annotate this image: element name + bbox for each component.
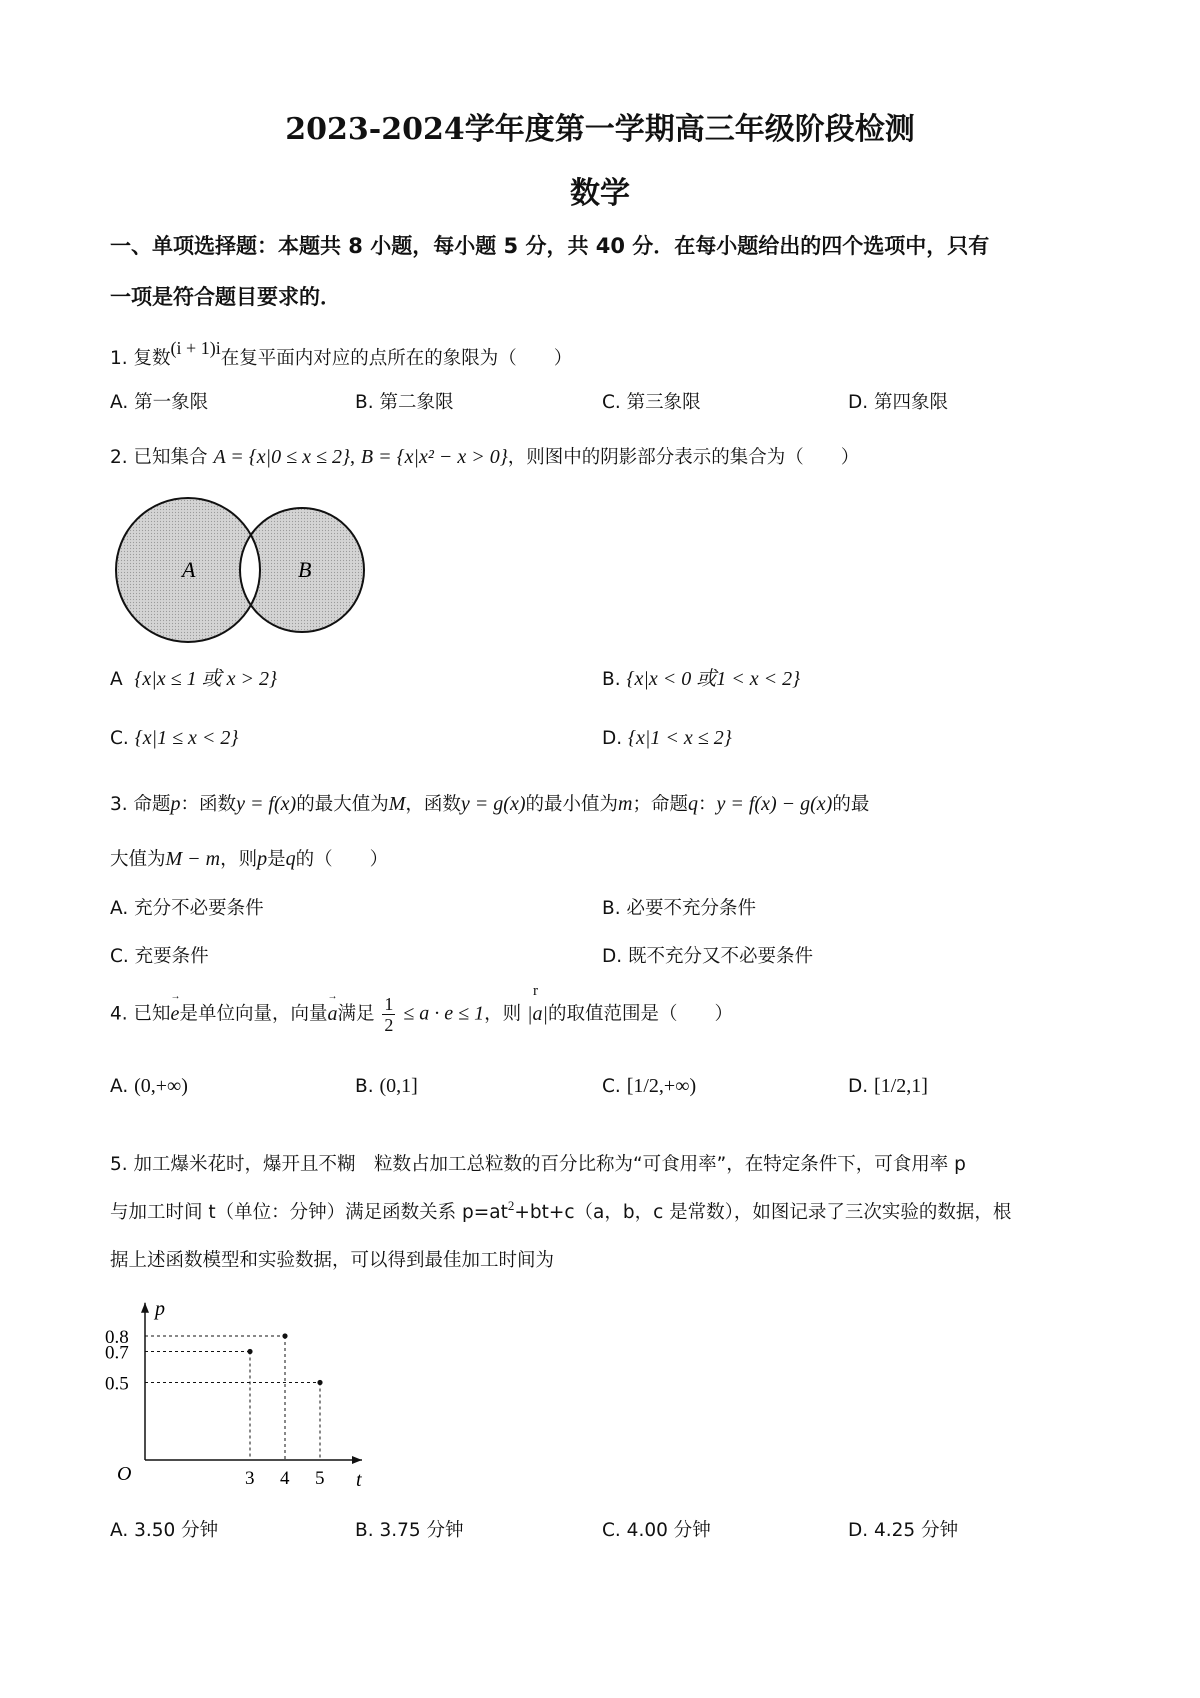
q4-option-b: B. (0,1]: [355, 1075, 418, 1097]
q2-set-a: A = {x|0 ≤ x ≤ 2}: [213, 446, 350, 468]
origin-label: O: [117, 1463, 132, 1485]
q2-text: ，则图中的阴影部分表示的集合为（ ）: [507, 447, 860, 468]
q4-option-a: A. (0,+∞): [110, 1075, 188, 1097]
q4-option-d: D. [1/2,1]: [848, 1075, 928, 1097]
q2-set-b: B = {x|x² − x > 0}: [360, 446, 508, 468]
question-1: [110, 338, 572, 370]
q3-option-d: D. 既不充分又不必要条件: [602, 946, 814, 967]
vector-e: → e: [171, 1003, 180, 1026]
x-tick-label: 3: [245, 1468, 255, 1489]
q4-inequality: ≤ a · e ≤ 1: [403, 1002, 485, 1025]
x-tick-label: 5: [315, 1468, 325, 1489]
data-point: [247, 1349, 252, 1354]
q5-option-b: B. 3.75 分钟: [355, 1520, 464, 1541]
q1-expression: (i + 1)i: [170, 338, 221, 358]
venn-label-b: B: [298, 557, 312, 582]
q3-option-a: A. 充分不必要条件: [110, 898, 264, 919]
venn-label-a: A: [182, 557, 196, 582]
venn-diagram: [105, 496, 385, 646]
q1-option-a: A. 第一象限: [110, 392, 209, 413]
fraction-half: $\frac{1}{2}$: [384, 994, 394, 1035]
y-axis-arrow: [141, 1303, 149, 1313]
q5-option-d: D. 4.25 分钟: [848, 1520, 959, 1541]
x-tick-label: 4: [280, 1468, 290, 1489]
q1-option-b: B. 第二象限: [355, 392, 454, 413]
question-5-line3: 据上述函数模型和实验数据，可以得到最佳加工时间为: [110, 1250, 555, 1271]
x-axis-label: t: [356, 1469, 362, 1490]
x-axis-arrow: [352, 1456, 362, 1464]
q4-magnitude: |a|: [527, 1002, 548, 1025]
y-tick-label: 0.8: [105, 1327, 129, 1348]
question-5-line1: 5. 加工爆米花时，爆开且不糊 粒数占加工总粒数的百分比称为“可食用率”，在特定条件下，可食用率 p: [110, 1154, 966, 1175]
q1-option-c: C. 第三象限: [602, 392, 701, 413]
question-4: 4. 已知→ e是单位向量，向量→ a满足 $\frac{1}{2}$ ≤ a · e ≤ 1，则 r |a|的取值范围是（ ）: [110, 994, 733, 1035]
q1-text: 在复平面内对应的点所在的象限为（ ）: [220, 348, 573, 369]
section-heading-line1: 一、单项选择题：本题共 8 小题，每小题 5 分，共 40 分．在每小题给出的四个选项中，只有: [110, 234, 990, 258]
q5-chart: [100, 1290, 390, 1490]
q3-option-b: B. 必要不充分条件: [602, 898, 756, 919]
question-2: 2. 已知集合 A = {x|0 ≤ x ≤ 2}, B = {x|x² − x > 0}，则图中的阴影部分表示的集合为（ ）: [110, 446, 860, 468]
question-3-line1: 3. 命题p：函数y = f(x)的最大值为M，函数y = g(x)的最小值为m；命题q：y = f(x) − g(x)的最: [110, 793, 870, 815]
y-tick-label: 0.7: [105, 1342, 129, 1364]
q2-option-d: D. {x|1 < x ≤ 2}: [602, 727, 732, 749]
data-point: [317, 1380, 322, 1385]
q3-option-c: C. 充要条件: [110, 946, 209, 967]
vector-a: → a: [327, 1003, 337, 1026]
q4-option-c: C. [1/2,+∞): [602, 1075, 697, 1097]
q2-option-a: A {x|x ≤ 1 或 x > 2}: [110, 668, 278, 690]
q2-number: 2. 已知集合: [110, 447, 208, 468]
q4-abs-mark: r: [533, 982, 538, 999]
q1-option-d: D. 第四象限: [848, 392, 949, 413]
page-title: 2023-2024学年度第一学期高三年级阶段检测: [285, 112, 915, 147]
q5-option-c: C. 4.00 分钟: [602, 1520, 711, 1541]
data-point: [282, 1333, 287, 1338]
section-heading-line2: 一项是符合题目要求的．: [110, 285, 341, 309]
question-3-line2: 大值为M − m，则p是q的（ ）: [110, 848, 389, 870]
q1-number: 1. 复数: [110, 348, 171, 369]
subject-title: 数学: [570, 176, 630, 211]
q2-option-b: B. {x|x < 0 或1 < x < 2}: [602, 668, 801, 690]
y-axis-label: p: [155, 1297, 165, 1320]
y-tick-label: 0.5: [105, 1373, 129, 1395]
q5-option-a: A. 3.50 分钟: [110, 1520, 219, 1541]
question-5-line2: 与加工时间 t（单位：分钟）满足函数关系 $p=at^2+bt+c(a$，b，c 是常数），如图记录了三次实验的数据，根: [110, 1198, 1012, 1223]
q2-option-c: C. {x|1 ≤ x < 2}: [110, 727, 239, 749]
